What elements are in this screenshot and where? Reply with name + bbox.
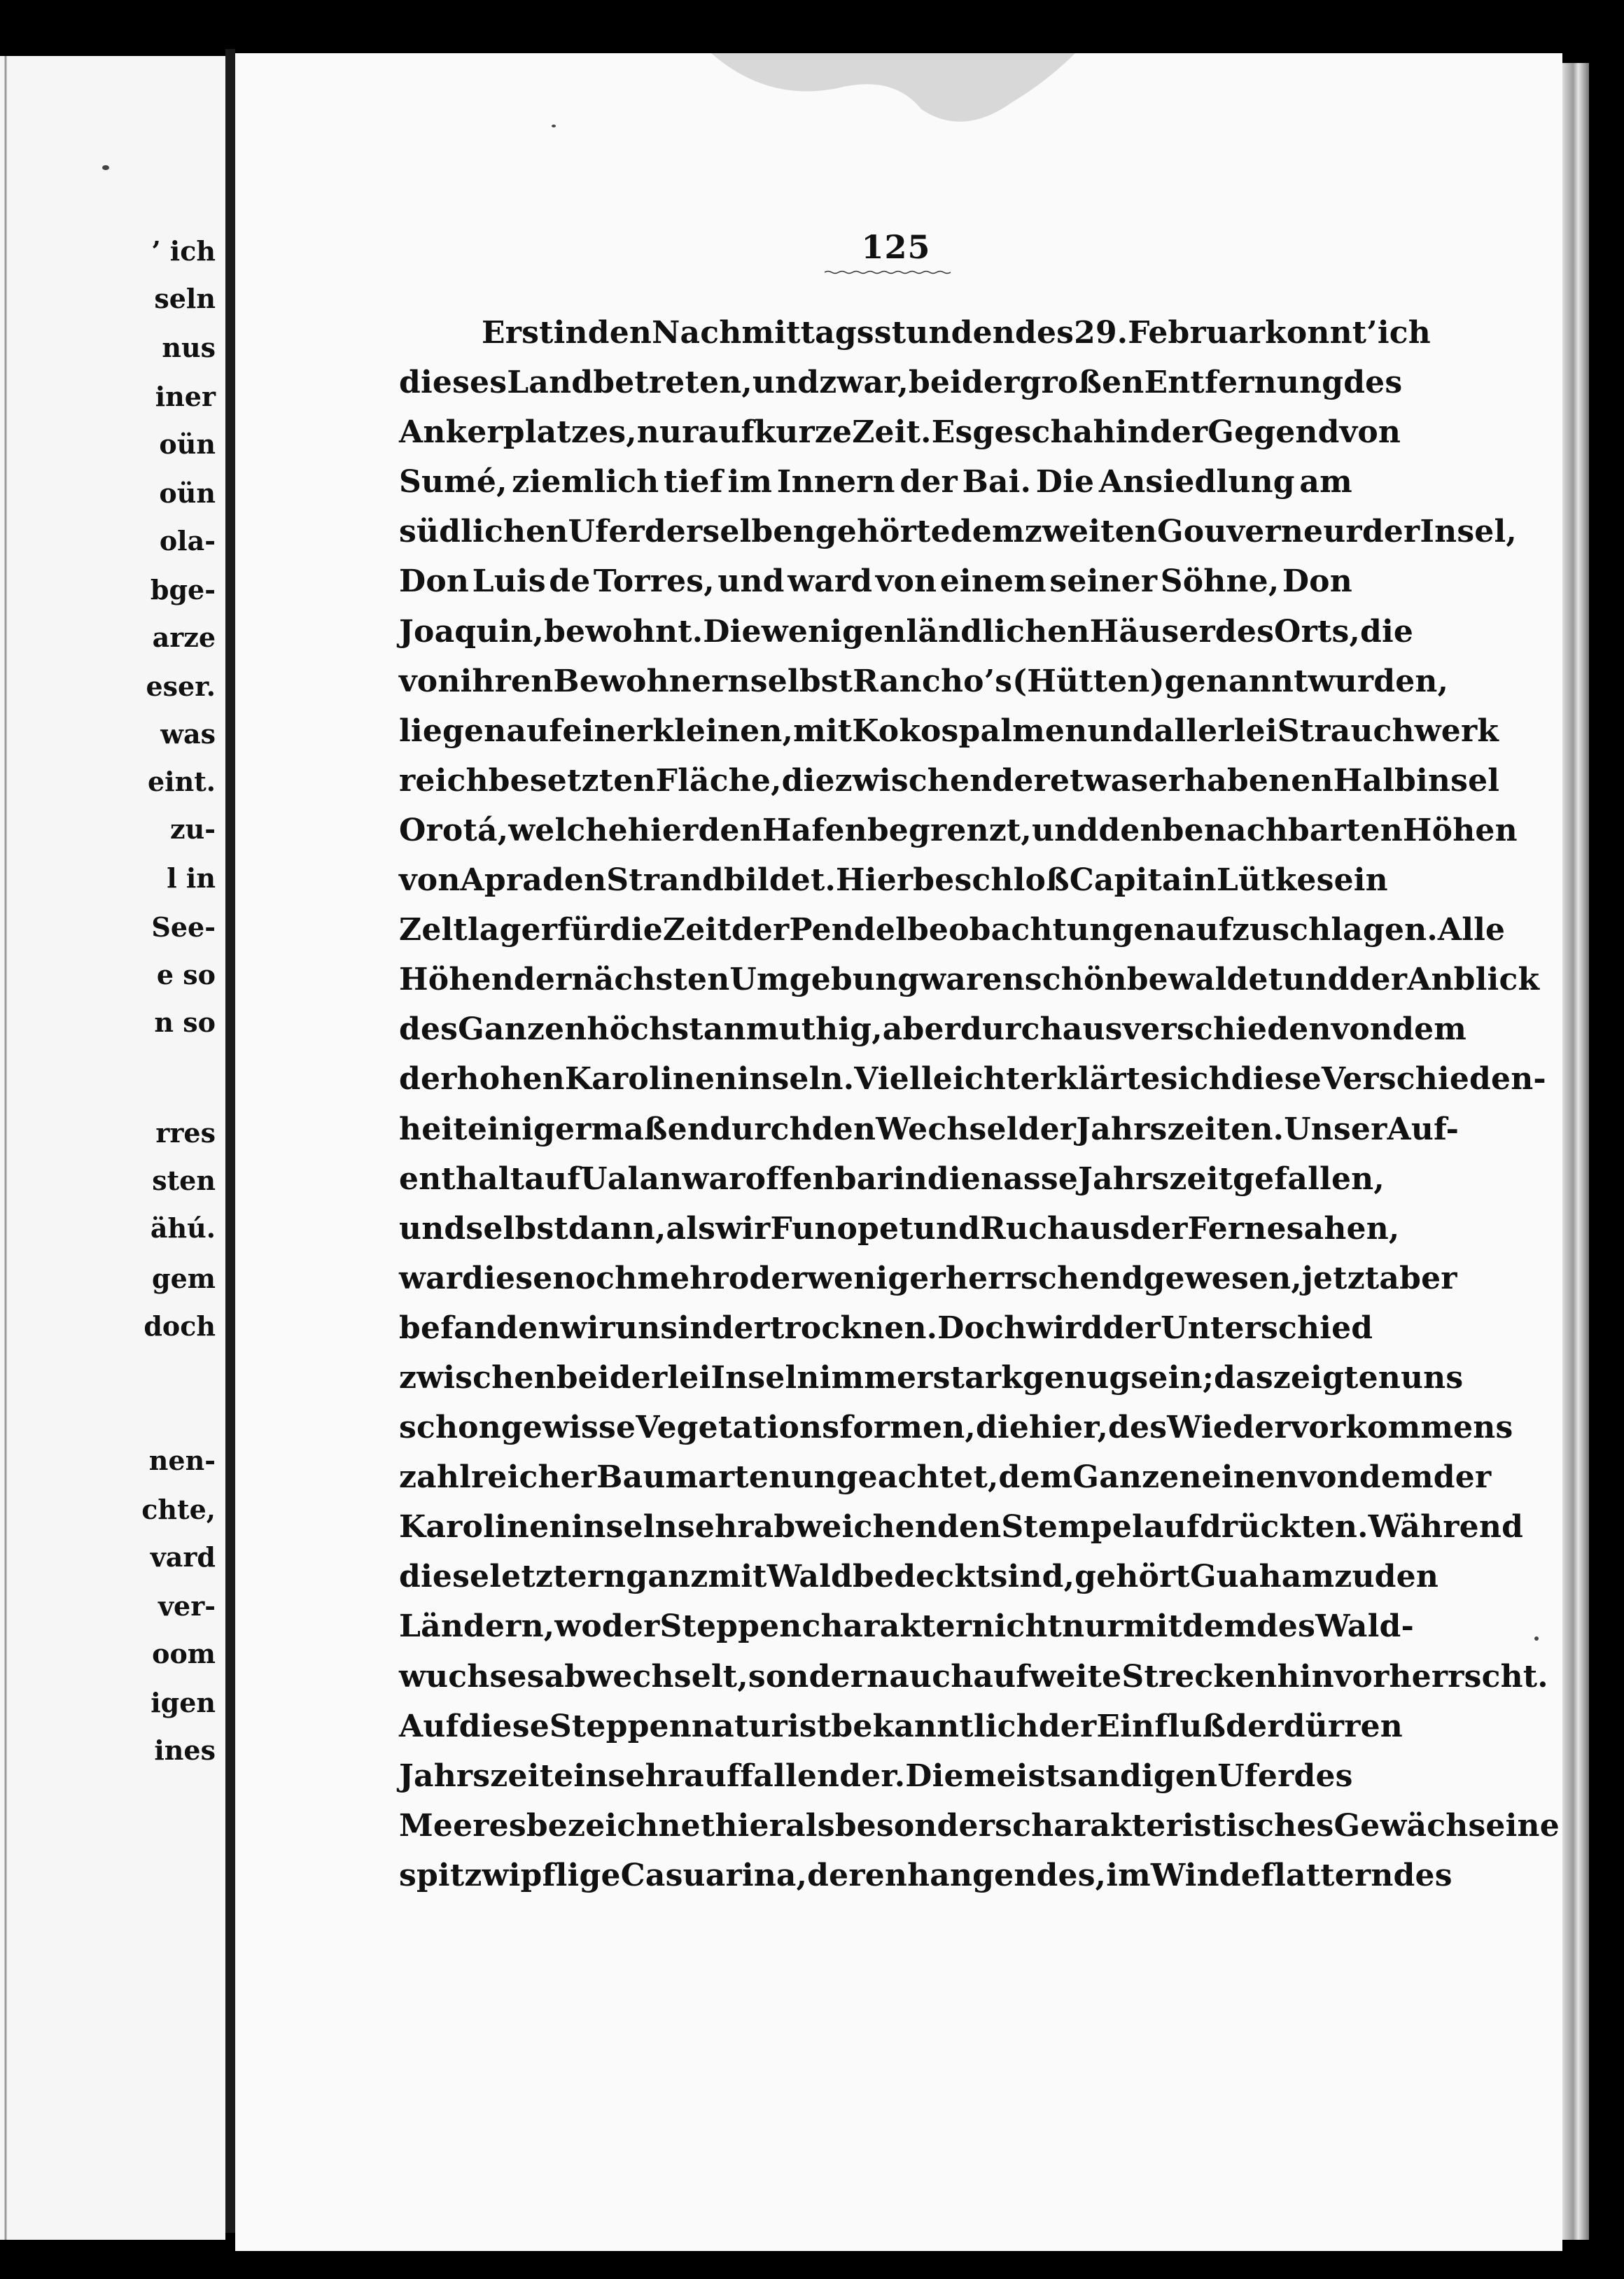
left-page-fragment: iner [155, 381, 216, 412]
text-line: Meeres bezeichnet hier als besonders charakteristisches Gewächs eine [399, 1807, 1560, 1844]
left-page-fragment: l in [167, 862, 216, 894]
text-line: Zeltlager für die Zeit der Pendelbeobachtungen aufzuschlagen. Alle [399, 912, 1506, 948]
left-page-fragment: seln [154, 283, 216, 314]
body-text [399, 308, 1560, 1900]
left-page-fragment: gem [152, 1263, 216, 1294]
ink-speck [102, 165, 109, 170]
text-line: diese letztern ganz mit Wald bedeckt sind, gehört Guaham zu den [399, 1559, 1439, 1595]
ink-speck [552, 125, 556, 127]
left-page-fragment: ’ ich [151, 235, 216, 267]
text-line: befanden wir uns in der trocknen. Doch wird der Unterschied [399, 1310, 1373, 1346]
left-page-fragment: zu- [170, 813, 216, 845]
left-page-fragment: See- [151, 911, 216, 943]
text-line: von ihren Bewohnern selbst Rancho’s (Hütten) genannt wurden, [399, 663, 1449, 699]
left-page-fragment: chte, [141, 1494, 216, 1525]
left-page-fragment: bge- [150, 574, 216, 605]
text-line: Auf diese Steppennatur ist bekanntlich der Einfluß der dürren [399, 1708, 1403, 1744]
text-line: spitzwipflige Casuarina, deren hangendes, im Winde flatterndes [399, 1857, 1452, 1893]
text-line: liegen auf einer kleinen, mit Kokospalmen und allerlei Strauchwerk [399, 713, 1499, 749]
text-line: zahlreicher Baumarten ungeachtet, dem Ganzen einen von dem der [399, 1459, 1492, 1496]
text-line: Ländern, wo der Steppencharakter nicht nur mit dem des Wald- [399, 1608, 1414, 1645]
text-line: Joaquin, bewohnt. Die wenigen ländlichen Häuser des Orts, die [399, 613, 1414, 650]
page-edge [1562, 63, 1589, 2240]
left-page-fragment: oom [152, 1638, 216, 1669]
left-page-fragment: doch [144, 1310, 216, 1342]
left-page-fragment: ver- [158, 1590, 216, 1622]
left-page-fragment: sten [152, 1165, 216, 1196]
text-line: und selbst dann, als wir Funopet und Ruch aus der Ferne sahen, [399, 1210, 1400, 1247]
text-line: des Ganzen höchst anmuthig, aber durchaus verschieden von dem [399, 1011, 1467, 1048]
left-page-fragment: eser. [146, 671, 216, 702]
left-page-fragment: nus [162, 332, 216, 363]
text-line: von Apra den Strand bildet. Hier beschloß Capitain Lütke sein [399, 862, 1388, 899]
left-page-fragment: e so [156, 959, 216, 990]
text-line: schon gewisse Vegetationsformen, die hier, des Wiedervorkommens [399, 1410, 1513, 1446]
left-page-fragment: ola- [159, 525, 216, 556]
text-line: heit einigermaßen durch den Wechsel der Jahrszeiten. Unser Auf- [399, 1111, 1460, 1147]
left-page-fragment: rres [155, 1117, 216, 1149]
text-line: wuchses abwechselt, sondern auch auf weite Strecken hin vorherrscht. [399, 1658, 1548, 1695]
left-page-fragment: ines [154, 1734, 216, 1766]
text-line: Erst in den Nachmittagsstunden des 29. Februar konnt’ ich [482, 315, 1431, 351]
left-facing-page [0, 56, 225, 2240]
text-line: Höhen der nächsten Umgebung waren schön bewaldet und der Anblick [399, 962, 1540, 998]
left-page-fragment: was [160, 718, 216, 750]
left-page-fragment: nen- [148, 1445, 216, 1476]
left-page-fragment: n so [154, 1007, 216, 1038]
page-tear-mark [711, 53, 1075, 130]
left-page-fragment: arze [152, 622, 216, 653]
text-line: zwischen beiderlei Inseln immer stark genug sein; das zeigten uns [399, 1359, 1464, 1396]
text-line: Jahrszeit ein sehr auffallender. Die meist sandigen Ufer des [399, 1758, 1353, 1794]
text-line: enthalt auf Ualan war offenbar in die nasse Jahrszeit gefallen, [399, 1160, 1385, 1197]
text-line: Sumé, ziemlich tief im Innern der Bai. Die Ansiedlung am [399, 464, 1352, 500]
text-line: Karolineninseln sehr abweichenden Stempel aufdrückten. Während [399, 1509, 1524, 1545]
page-number-underline [825, 270, 951, 274]
left-page-fragment: oün [159, 428, 216, 460]
text-line: war diese noch mehr oder weniger herrschend gewesen, jetzt aber [399, 1260, 1457, 1296]
text-line: Orotá, welche hier den Hafen begrenzt, und den benachbarten Höhen [399, 812, 1518, 848]
text-line: Don Luis de Torres, und ward von einem seiner Söhne, Don [399, 563, 1352, 600]
text-line: reich besetzten Fläche, die zwischen der etwas erhabenen Halbinsel [399, 762, 1500, 799]
left-page-fragment: eint. [147, 766, 216, 797]
ink-speck [1534, 1636, 1539, 1641]
left-page-fragment: ähú. [150, 1212, 216, 1244]
book-gutter [225, 49, 235, 2233]
left-page-fragment: oün [159, 477, 216, 509]
left-page-fragment: vard [150, 1541, 216, 1573]
page-number: 125 [861, 228, 931, 266]
text-line: der hohen Karolineninseln. Vielleicht erklärte sich diese Verschieden- [399, 1061, 1546, 1098]
text-line: dieses Land betreten, und zwar, bei der großen Entfernung des [399, 365, 1403, 401]
text-line: südlichen Ufer derselben gehörte dem zweiten Gouverneur der Insel, [399, 514, 1517, 550]
left-page-fragment: igen [150, 1687, 216, 1718]
text-line: Ankerplatzes, nur auf kurze Zeit. Es geschah in der Gegend von [399, 414, 1401, 451]
